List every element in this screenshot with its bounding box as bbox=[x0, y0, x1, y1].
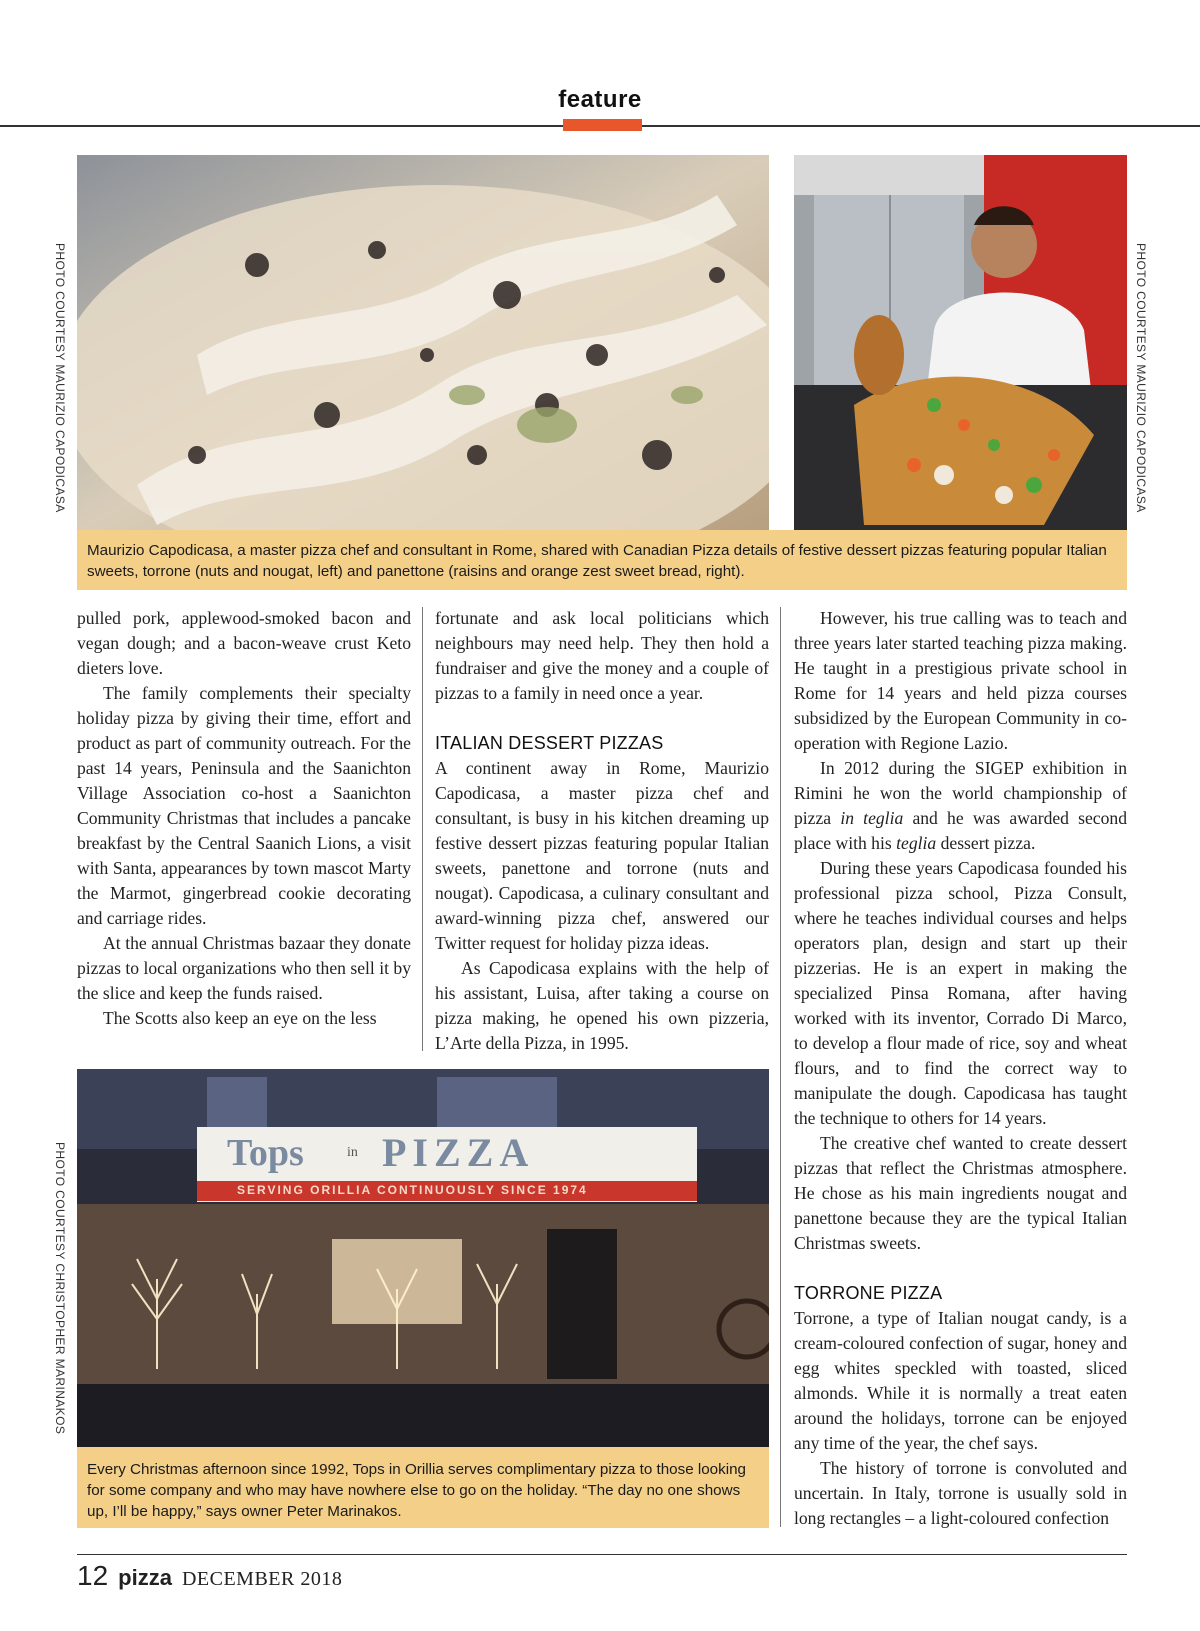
bottom-photo-caption: Every Christmas afternoon since 1992, Tops in Orillia serves complimentary pizza to those looking for some company and who may have nowhere else to go on the holiday. “The day no one shows up, I’ll be happy,” says owner Peter Marinakos. bbox=[77, 1447, 769, 1528]
torrone-pizza-photo bbox=[77, 155, 769, 530]
text-run: dessert pizza. bbox=[936, 833, 1036, 853]
photo-credit-top-left: PHOTO COURTESY MAURIZIO CAPODICASA bbox=[53, 243, 67, 513]
text-column-1 bbox=[77, 606, 411, 1031]
column-divider bbox=[422, 607, 423, 1051]
section-heading: TORRONE PIZZA bbox=[794, 1283, 943, 1303]
text-column-3 bbox=[794, 606, 1127, 1531]
italic-term: teglia bbox=[896, 833, 937, 853]
page-number: 12 bbox=[77, 1560, 109, 1591]
paragraph: Torrone, a type of Italian nougat candy, is a cream-coloured confection of sugar, honey and egg whites speckled with toasted, sliced almonds. While it is normally a treat eaten around the holidays, torrone can be enjoyed any time of the year, the chef says. bbox=[794, 1308, 1127, 1453]
paragraph: A continent away in Rome, Maurizio Capodicasa, a master pizza chef and consultant, is busy in his kitchen dreaming up festive dessert pizzas featuring popular Italian sweets, panettone and torrone (nuts and nougat). Capodicasa, a culinary consultant and award-winning pizza chef, answered our Twitter request for holiday pizza ideas. bbox=[435, 758, 769, 953]
photo-credit-bottom-left: PHOTO COURTESY CHRISTOPHER MARINAKOS bbox=[53, 1142, 67, 1435]
sign-brand-mid: in bbox=[347, 1145, 358, 1160]
paragraph: As Capodicasa explains with the help of his assistant, Luisa, after taking a course on pizza making, he opened his own pizzeria, L’Arte della Pizza, in 1995. bbox=[435, 958, 769, 1053]
text-run: and he was awarded second place with his bbox=[794, 808, 1128, 853]
chef-panettone-photo bbox=[794, 155, 1127, 530]
paragraph: During these years Capodicasa founded his professional pizza school, Pizza Consult, where he teaches individual courses and helps operators plan, design and start up their pizzerias. He is an expert in making the specialized Pinsa Romana, after having worked with its inventor, Corrado Di Marco, to develop a flour made of rice, soy and wheat flours, and to find the correct way to manipulate the dough. Capodicasa has taught the technique to others for 14 years. bbox=[794, 858, 1127, 1128]
section-label: feature bbox=[558, 86, 642, 113]
paragraph: The creative chef wanted to create dessert pizzas that reflect the Christmas atmosphere. He chose as his main ingredients nougat and panettone because they are the typical Italian Christmas sweets. bbox=[794, 1133, 1127, 1253]
text-column-2 bbox=[435, 606, 769, 1056]
issue-date: DECEMBER 2018 bbox=[181, 1568, 343, 1590]
storefront-sign bbox=[197, 1127, 697, 1202]
section-accent-tab bbox=[563, 119, 642, 131]
paragraph: pulled pork, applewood-smoked bacon and vegan dough; and a bacon-weave crust Keto dieters love. bbox=[77, 608, 411, 678]
paragraph: At the annual Christmas bazaar they donate pizzas to local organizations who then sell it by the slice and keep the funds raised. bbox=[77, 933, 411, 1003]
section-heading: ITALIAN DESSERT PIZZAS bbox=[435, 733, 664, 753]
paragraph bbox=[794, 756, 1127, 856]
sign-tagline: SERVING ORILLIA CONTINUOUSLY SINCE 1974 bbox=[237, 1183, 588, 1197]
paragraph: The Scotts also keep an eye on the less bbox=[103, 1008, 377, 1028]
paragraph: However, his true calling was to teach and three years later started teaching pizza making. He taught in a prestigious private school in Rome for 14 years and held pizza courses subsidized by the European Community in co-operation with Regione Lazio. bbox=[794, 608, 1127, 753]
photo-credit-top-right: PHOTO COURTESY MAURIZIO CAPODICASA bbox=[1134, 243, 1148, 513]
sign-brand-left: Tops bbox=[227, 1132, 304, 1174]
footer-rule bbox=[77, 1554, 1127, 1555]
sign-brand-right: PIZZA bbox=[382, 1130, 535, 1175]
paragraph: The history of torrone is convoluted and uncertain. In Italy, torrone is usually sold in long rectangles – a light-coloured confection bbox=[794, 1458, 1127, 1528]
italic-term: in teglia bbox=[840, 808, 904, 828]
paragraph: fortunate and ask local politicians which neighbours may need help. They then hold a fundraiser and give the money and a couple of pizzas to a family in need once a year. bbox=[435, 608, 769, 703]
column-divider bbox=[780, 607, 781, 1527]
storefront-photo bbox=[77, 1069, 769, 1447]
page-footer bbox=[77, 1560, 342, 1592]
magazine-name: pizza bbox=[118, 1565, 172, 1590]
top-photo-caption: Maurizio Capodicasa, a master pizza chef and consultant in Rome, shared with Canadian Pizza details of festive dessert pizzas featuring popular Italian sweets, torrone (nuts and nougat, left) and panettone (raisins and orange zest sweet bread, right). bbox=[77, 530, 1127, 590]
paragraph: The family complements their specialty holiday pizza by giving their time, effort and product as part of community outreach. For the past 14 years, Peninsula and the Saanichton Village Association co-host a Saanichton Community Christmas that includes a pancake breakfast by the Central Saanich Lions, a visit with Santa, appearances by town mascot Marty the Marmot, gingerbread cookie decorating and carriage rides. bbox=[77, 683, 411, 928]
text-run: In 2012 during the SIGEP exhibition in Rimini he won the world championship of pizza bbox=[794, 758, 1127, 828]
